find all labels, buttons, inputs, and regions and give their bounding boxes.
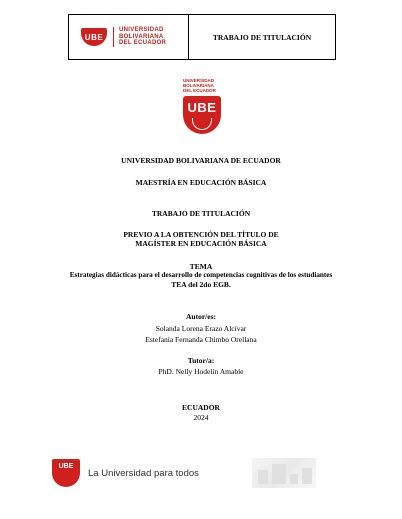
shield-outline [192,118,212,130]
university-name-line: UNIVERSIDAD [119,27,164,34]
topic-label: TEMA [189,262,213,271]
ube-logo-label: UBE [187,100,217,115]
header-logo [69,15,189,59]
author-2: Estefanía Fernanda Chimbo Orellana [145,335,257,344]
country: ECUADOR [182,403,220,412]
purpose-line-1: PREVIO A LA OBTENCIÓN DEL TÍTULO DE [123,230,279,239]
center-logo-name-line: UNIVERSIDAD [183,78,215,83]
header-doc-type: TRABAJO DE TITULACIÓN [212,32,312,42]
ube-logo-small: UBE [81,28,107,46]
university-name-line: DEL ECUADOR [119,40,167,47]
university-title: UNIVERSIDAD BOLIVARIANA DE ECUADOR [121,156,281,165]
footer-building-image [252,458,316,488]
center-logo-name-line: BOLIVARIANA [183,83,214,88]
footer-slogan: La Universidad para todos [88,467,199,479]
ube-shield-icon [183,96,221,134]
tutor-label: Tutor/a: [187,356,215,365]
ube-logo-footer: UBE [52,459,80,487]
topic-line-2: TEA del 2do EGB. [171,280,231,289]
program-title: MAESTRÍA EN EDUCACIÓN BÁSICA [135,178,267,187]
author-1: Solanda Lorena Erazo Alcívar [155,324,247,333]
university-name-line: BOLIVARIANA [119,33,164,40]
center-logo [183,78,221,134]
center-logo-name [183,78,221,93]
tutor-name: PhD. Nelly Hodelín Amable [158,367,244,376]
purpose-line-2: MAGÍSTER EN EDUCACIÓN BÁSICA [135,239,267,248]
year: 2024 [193,413,209,422]
authors-label: Autor/es: [186,312,216,321]
center-logo-name-line: DEL ECUADOR [183,88,216,93]
topic-line-1: Estrategias didácticas para el desarrollo de competencias cognitivas de los estudiantes [69,271,333,279]
work-type: TRABAJO DE TITULACIÓN [151,209,251,218]
footer-banner [52,458,264,488]
header-box [68,14,336,60]
university-name-small [113,27,166,47]
